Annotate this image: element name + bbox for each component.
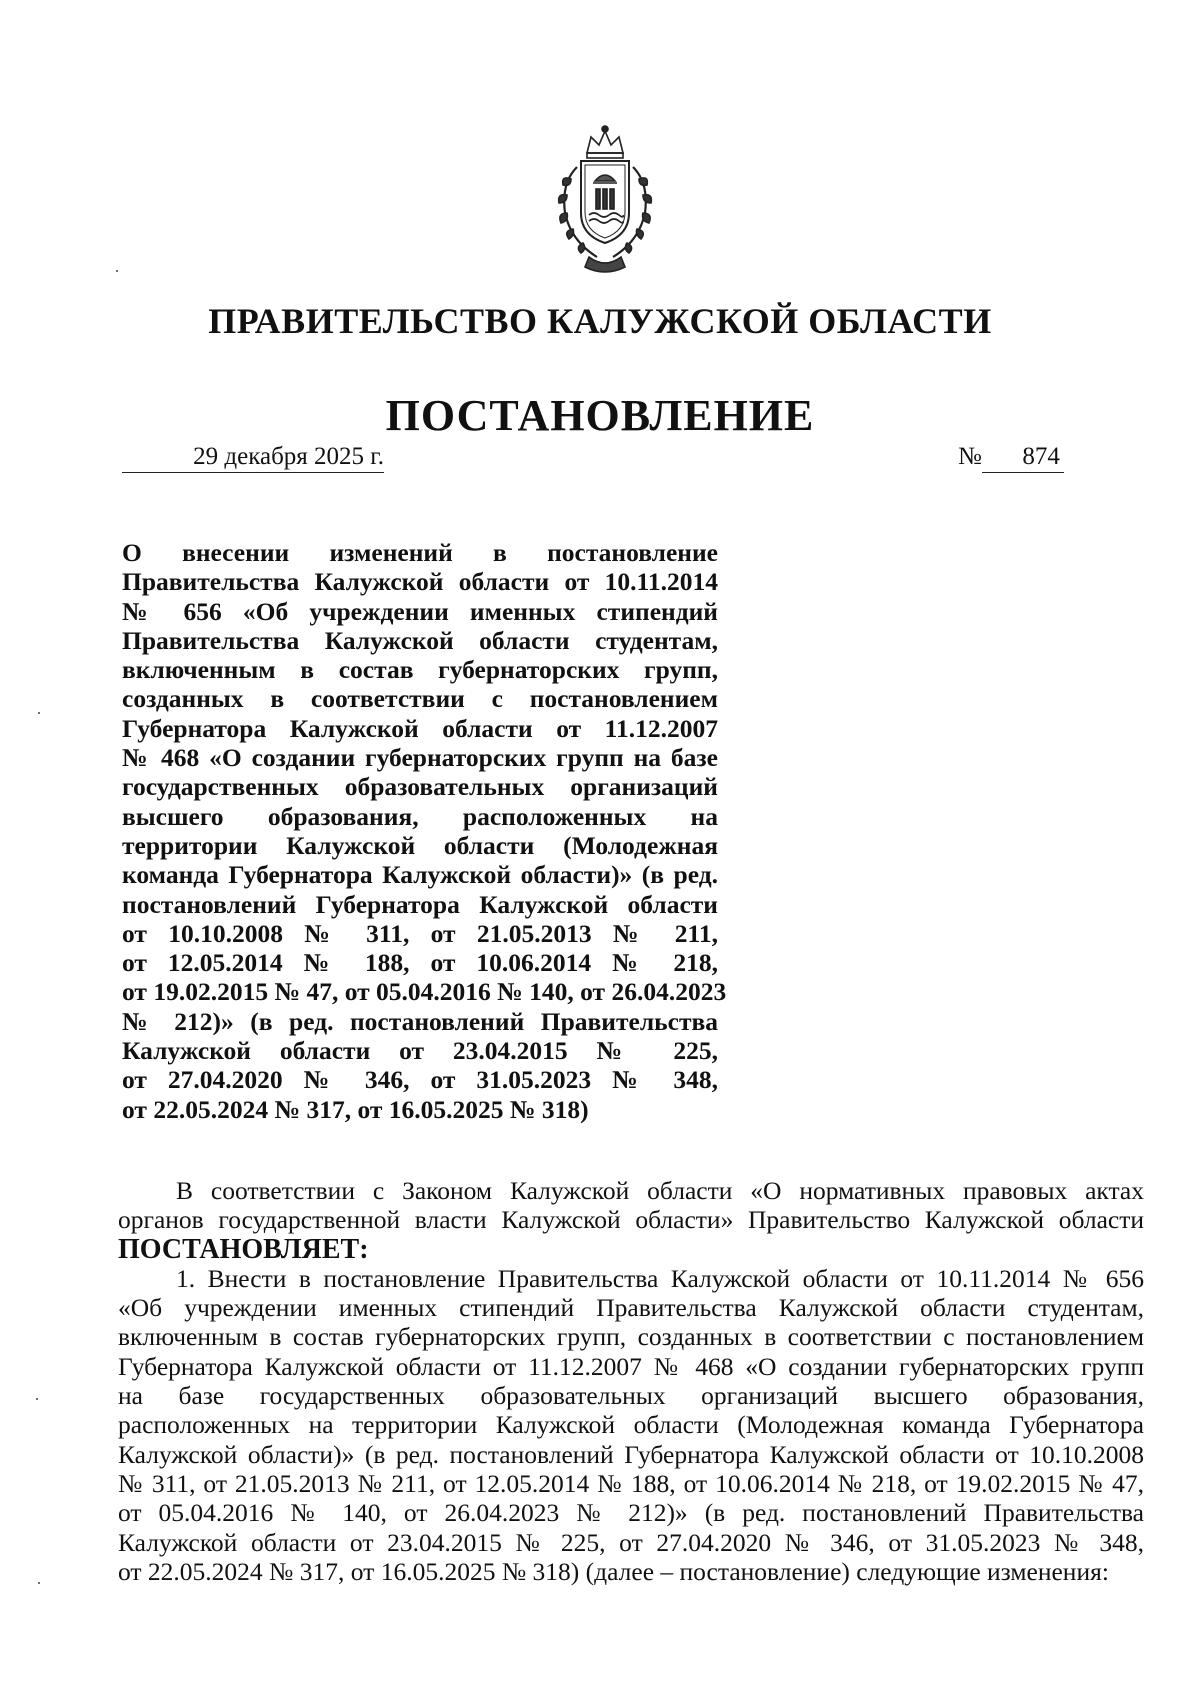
resolves-colon: :	[359, 1233, 369, 1265]
subject-line: созданных в соответствии с постановлением	[122, 684, 718, 714]
document-subject	[122, 538, 727, 1124]
number-label: №	[958, 443, 982, 470]
subject-line: от 22.05.2024 № 317, от 16.05.2025 № 318)	[122, 1094, 589, 1124]
subject-line: О внесении изменений в постановление	[122, 538, 718, 567]
scan-speck	[38, 1582, 40, 1584]
organization-title: ПРАВИТЕЛЬСТВО КАЛУЖСКОЙ ОБЛАСТИ	[208, 301, 992, 341]
kaluga-coat-of-arms-icon	[541, 123, 669, 279]
document-date: 29 декабря 2025 г.	[122, 442, 384, 473]
item1-line: на базе государственных образовательных организаций высшего образования,	[118, 1381, 1144, 1411]
item1-line: от 05.04.2016 № 140, от 26.04.2023 № 212)» (в ред. постановлений Правительства	[118, 1498, 1144, 1528]
subject-line: № 468 «О создании губернаторских групп на базе	[122, 743, 718, 773]
scan-speck	[36, 1398, 38, 1400]
item1-line: включенным в состав губернаторских групп, созданных в соответствии с постановлением	[118, 1322, 1144, 1352]
scan-speck	[38, 712, 40, 714]
document-number	[958, 442, 1064, 473]
subject-line: постановлений Губернатора Калужской области	[122, 889, 718, 919]
item1-line: «Об учреждении именных стипендий Правительства Калужской области студентам,	[118, 1293, 1144, 1323]
subject-line: включенным в состав губернаторских групп,	[122, 655, 718, 685]
resolves-line	[118, 1235, 1144, 1264]
item1-line: 1. Внести в постановление Правительства Калужской области от 10.11.2014 № 656	[176, 1263, 1144, 1293]
subject-line: от 19.02.2015 № 47, от 05.04.2016 № 140, от 26.04.2023	[122, 977, 727, 1007]
subject-line: Калужской области от 23.04.2015 № 225,	[122, 1036, 718, 1066]
item1-line: расположенных на территории Калужской области (Молодежная команда Губернатора	[118, 1410, 1144, 1440]
scan-speck	[116, 270, 118, 272]
item1-line: Губернатора Калужской области от 11.12.2007 № 468 «О создании губернаторских групп	[118, 1351, 1144, 1381]
subject-line: государственных образовательных организаций	[122, 772, 718, 802]
subject-line: от 12.05.2014 № 188, от 10.06.2014 № 218,	[122, 948, 718, 978]
item1-line: Калужской области)» (в ред. постановлений Губернатора Калужской области от 10.10.2008	[118, 1439, 1144, 1469]
document-body	[118, 1176, 1144, 1586]
subject-line: Губернатора Калужской области от 11.12.2007	[122, 713, 718, 743]
subject-line: от 27.04.2020 № 346, от 31.05.2023 № 348,	[122, 1065, 718, 1095]
document-type-title: ПОСТАНОВЛЕНИЕ	[385, 391, 815, 440]
subject-line: от 10.10.2008 № 311, от 21.05.2013 № 211,	[122, 918, 718, 948]
subject-line: № 212)» (в ред. постановлений Правительства	[122, 1006, 718, 1036]
subject-line: Правительства Калужской области от 10.11.2014	[122, 567, 718, 597]
resolves-word: ПОСТАНОВЛЯЕТ	[118, 1233, 360, 1265]
preamble-line: органов государственной власти Калужской области» Правительство Калужской области	[118, 1205, 1144, 1235]
subject-line: территории Калужской области (Молодежная	[122, 830, 718, 860]
number-value: 874	[982, 442, 1064, 473]
subject-line: Правительства Калужской области студентам,	[122, 625, 718, 655]
item1-line: Калужской области от 23.04.2015 № 225, от 27.04.2020 № 346, от 31.05.2023 № 348,	[118, 1527, 1144, 1557]
item1-line: от 22.05.2024 № 317, от 16.05.2025 № 318) (далее – постановление) следующие изменения:	[118, 1556, 1109, 1586]
subject-line: команда Губернатора Калужской области)» (в ред.	[122, 860, 718, 890]
preamble-line: В соответствии с Законом Калужской области «О нормативных правовых актах	[176, 1176, 1144, 1205]
item1-line: № 311, от 21.05.2013 № 211, от 12.05.2014 № 188, от 10.06.2014 № 218, от 19.02.2015 № 47,	[118, 1468, 1144, 1498]
subject-line: № 656 «Об учреждении именных стипендий	[122, 596, 718, 626]
subject-line: высшего образования, расположенных на	[122, 801, 718, 831]
